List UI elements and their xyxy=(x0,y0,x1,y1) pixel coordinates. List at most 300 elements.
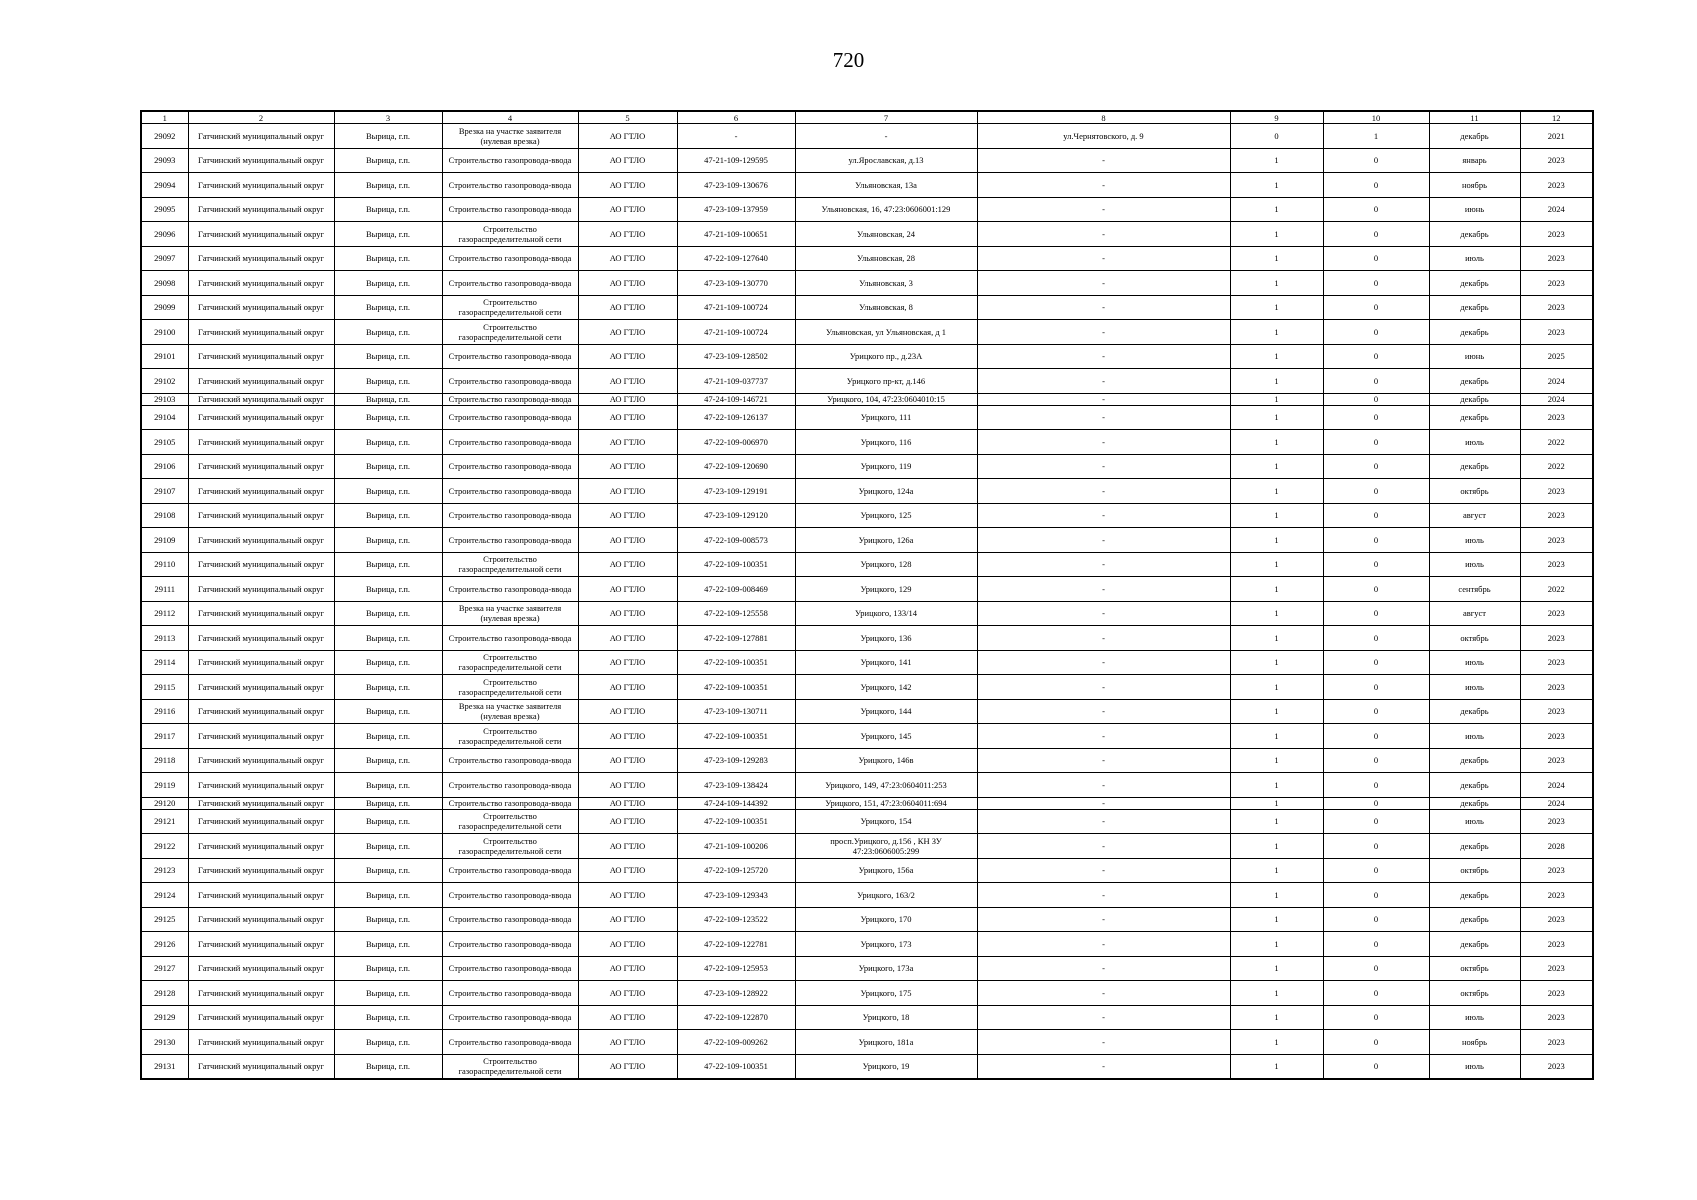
table-cell: - xyxy=(977,883,1230,908)
table-cell: - xyxy=(977,320,1230,345)
table-cell: Строительство газопровода-ввода xyxy=(442,454,578,479)
table-cell: - xyxy=(977,601,1230,626)
table-cell: Ульяновская, 13а xyxy=(795,173,977,198)
table-cell: АО ГТЛО xyxy=(578,552,677,577)
table-cell: 47-22-109-125953 xyxy=(677,956,795,981)
table-cell: Ульяновская, 28 xyxy=(795,246,977,271)
table-cell: 2022 xyxy=(1520,430,1593,455)
table-cell: 47-22-109-009262 xyxy=(677,1030,795,1055)
table-cell: 2023 xyxy=(1520,320,1593,345)
table-row xyxy=(141,222,1593,247)
table-cell: 1 xyxy=(1230,552,1323,577)
table-cell: АО ГТЛО xyxy=(578,601,677,626)
table-cell: Урицкого, 141 xyxy=(795,650,977,675)
table-cell: АО ГТЛО xyxy=(578,809,677,834)
table-cell: Гатчинский муниципальный округ xyxy=(188,246,334,271)
table-cell: 29099 xyxy=(141,295,188,320)
table-cell: 47-23-109-138424 xyxy=(677,773,795,798)
table-cell: просп.Урицкого, д.156 , КН ЗУ 47:23:0606005:299 xyxy=(795,834,977,859)
table-cell: июль xyxy=(1429,552,1520,577)
table-row xyxy=(141,1005,1593,1030)
table-cell: 29128 xyxy=(141,981,188,1006)
table-row xyxy=(141,320,1593,345)
table-cell: Строительство газораспределительной сети xyxy=(442,834,578,859)
table-cell: 29118 xyxy=(141,748,188,773)
table-cell: 2025 xyxy=(1520,344,1593,369)
table-cell: - xyxy=(977,797,1230,809)
table-cell: АО ГТЛО xyxy=(578,797,677,809)
table-row xyxy=(141,295,1593,320)
table-cell: 0 xyxy=(1323,320,1429,345)
table-cell: Гатчинский муниципальный округ xyxy=(188,1030,334,1055)
table-cell: Вырица, г.п. xyxy=(334,344,442,369)
table-cell: 0 xyxy=(1323,454,1429,479)
table-row xyxy=(141,932,1593,957)
table-cell: Гатчинский муниципальный округ xyxy=(188,124,334,149)
table-cell: - xyxy=(977,626,1230,651)
table-cell: 0 xyxy=(1323,1005,1429,1030)
table-cell: Гатчинский муниципальный округ xyxy=(188,222,334,247)
table-cell: Гатчинский муниципальный округ xyxy=(188,577,334,602)
table-cell: 0 xyxy=(1323,675,1429,700)
table-cell: декабрь xyxy=(1429,773,1520,798)
table-cell: декабрь xyxy=(1429,124,1520,149)
table-cell: 1 xyxy=(1230,932,1323,957)
table-cell: 29107 xyxy=(141,479,188,504)
table-cell: Гатчинский муниципальный округ xyxy=(188,956,334,981)
table-cell: 1 xyxy=(1230,1030,1323,1055)
table-cell: 0 xyxy=(1323,295,1429,320)
table-cell: Вырица, г.п. xyxy=(334,626,442,651)
table-cell: Гатчинский муниципальный округ xyxy=(188,626,334,651)
table-row xyxy=(141,601,1593,626)
table-cell: 29104 xyxy=(141,405,188,430)
table-cell: Строительство газопровода-ввода xyxy=(442,528,578,553)
table-cell: ноябрь xyxy=(1429,1030,1520,1055)
table-cell: декабрь xyxy=(1429,295,1520,320)
table-cell: 47-23-109-130770 xyxy=(677,271,795,296)
table-cell: - xyxy=(977,197,1230,222)
table-cell: 0 xyxy=(1323,809,1429,834)
table-cell: Строительство газопровода-ввода xyxy=(442,503,578,528)
table-cell: Урицкого, 149, 47:23:0604011:253 xyxy=(795,773,977,798)
table-cell: 0 xyxy=(1230,124,1323,149)
table-cell: Ульяновская, 3 xyxy=(795,271,977,296)
table-cell: октябрь xyxy=(1429,626,1520,651)
table-cell: 2024 xyxy=(1520,393,1593,405)
table-cell: октябрь xyxy=(1429,858,1520,883)
table-cell: 1 xyxy=(1230,246,1323,271)
table-cell: - xyxy=(977,246,1230,271)
table-cell: АО ГТЛО xyxy=(578,699,677,724)
table-cell: 47-23-109-129283 xyxy=(677,748,795,773)
table-cell: 1 xyxy=(1230,479,1323,504)
table-cell: 0 xyxy=(1323,601,1429,626)
table-cell: 1 xyxy=(1230,320,1323,345)
table-cell: 2023 xyxy=(1520,528,1593,553)
table-cell: - xyxy=(977,858,1230,883)
table-cell: 0 xyxy=(1323,773,1429,798)
table-cell: Гатчинский муниципальный округ xyxy=(188,907,334,932)
table-cell: Вырица, г.п. xyxy=(334,148,442,173)
table-cell: 0 xyxy=(1323,148,1429,173)
table-cell: Вырица, г.п. xyxy=(334,773,442,798)
table-cell: 29094 xyxy=(141,173,188,198)
table-cell: АО ГТЛО xyxy=(578,626,677,651)
table-cell: Урицкого, 154 xyxy=(795,809,977,834)
table-cell: 47-24-109-144392 xyxy=(677,797,795,809)
table-row xyxy=(141,858,1593,883)
table-cell: 1 xyxy=(1230,577,1323,602)
table-cell: 29125 xyxy=(141,907,188,932)
table-cell: 0 xyxy=(1323,981,1429,1006)
table-cell: 29127 xyxy=(141,956,188,981)
table-cell: 47-21-109-129595 xyxy=(677,148,795,173)
table-cell: - xyxy=(977,503,1230,528)
table-cell: август xyxy=(1429,503,1520,528)
column-header: 5 xyxy=(578,111,677,124)
table-cell: АО ГТЛО xyxy=(578,1054,677,1079)
table-cell: 47-22-109-127640 xyxy=(677,246,795,271)
table-row xyxy=(141,883,1593,908)
table-cell: 2024 xyxy=(1520,197,1593,222)
table-cell: Урицкого, 104, 47:23:0604010:15 xyxy=(795,393,977,405)
table-cell: 1 xyxy=(1230,601,1323,626)
table-cell: 47-23-109-130676 xyxy=(677,173,795,198)
table-cell: 29105 xyxy=(141,430,188,455)
table-cell: - xyxy=(977,454,1230,479)
table-cell: 2024 xyxy=(1520,369,1593,394)
table-cell: 1 xyxy=(1230,883,1323,908)
table-cell: Урицкого, 163/2 xyxy=(795,883,977,908)
table-cell: декабрь xyxy=(1429,834,1520,859)
table-cell: Гатчинский муниципальный округ xyxy=(188,173,334,198)
table-cell: АО ГТЛО xyxy=(578,724,677,749)
table-row xyxy=(141,907,1593,932)
table-cell: - xyxy=(977,528,1230,553)
table-cell: АО ГТЛО xyxy=(578,344,677,369)
table-cell: 0 xyxy=(1323,626,1429,651)
table-cell: 2023 xyxy=(1520,956,1593,981)
table-cell: Вырица, г.п. xyxy=(334,650,442,675)
table-cell: 29112 xyxy=(141,601,188,626)
table-cell: - xyxy=(977,932,1230,957)
table-cell: декабрь xyxy=(1429,405,1520,430)
table-cell: 29092 xyxy=(141,124,188,149)
table-cell: - xyxy=(977,479,1230,504)
table-cell: - xyxy=(795,124,977,149)
table-cell: АО ГТЛО xyxy=(578,246,677,271)
table-cell: 29102 xyxy=(141,369,188,394)
table-cell: 47-23-109-137959 xyxy=(677,197,795,222)
table-cell: 29110 xyxy=(141,552,188,577)
table-cell: АО ГТЛО xyxy=(578,197,677,222)
table-cell: 1 xyxy=(1230,907,1323,932)
table-cell: АО ГТЛО xyxy=(578,907,677,932)
table-cell: 0 xyxy=(1323,271,1429,296)
table-cell: 0 xyxy=(1323,956,1429,981)
table-cell: АО ГТЛО xyxy=(578,393,677,405)
table-cell: 2023 xyxy=(1520,503,1593,528)
table-cell: - xyxy=(977,834,1230,859)
table-cell: Урицкого, 145 xyxy=(795,724,977,749)
table-cell: Вырица, г.п. xyxy=(334,320,442,345)
table-cell: 0 xyxy=(1323,430,1429,455)
table-cell: Урицкого, 156а xyxy=(795,858,977,883)
table-cell: 0 xyxy=(1323,907,1429,932)
table-cell: Гатчинский муниципальный округ xyxy=(188,197,334,222)
table-cell: АО ГТЛО xyxy=(578,503,677,528)
table-cell: Вырица, г.п. xyxy=(334,552,442,577)
table-cell: 2022 xyxy=(1520,577,1593,602)
table-cell: июнь xyxy=(1429,344,1520,369)
table-cell: - xyxy=(977,907,1230,932)
table-cell: Вырица, г.п. xyxy=(334,528,442,553)
table-cell: Урицкого пр., д.23А xyxy=(795,344,977,369)
table-cell: АО ГТЛО xyxy=(578,956,677,981)
table-cell: 29095 xyxy=(141,197,188,222)
table-cell: сентябрь xyxy=(1429,577,1520,602)
table-cell: Гатчинский муниципальный округ xyxy=(188,834,334,859)
table-cell: Врезка на участке заявителя (нулевая врезка) xyxy=(442,601,578,626)
table-cell: Вырица, г.п. xyxy=(334,503,442,528)
table-cell: 2023 xyxy=(1520,907,1593,932)
table-cell: 0 xyxy=(1323,369,1429,394)
table-cell: Урицкого, 142 xyxy=(795,675,977,700)
table-cell: 1 xyxy=(1230,1005,1323,1030)
table-cell: 47-22-109-120690 xyxy=(677,454,795,479)
table-cell: 29122 xyxy=(141,834,188,859)
table-cell: 2023 xyxy=(1520,932,1593,957)
table-cell: Вырица, г.п. xyxy=(334,1005,442,1030)
table-cell: Гатчинский муниципальный округ xyxy=(188,797,334,809)
table-cell: 29108 xyxy=(141,503,188,528)
table-cell: - xyxy=(977,405,1230,430)
table-cell: 2023 xyxy=(1520,809,1593,834)
table-cell: 2023 xyxy=(1520,1005,1593,1030)
table-cell: 0 xyxy=(1323,834,1429,859)
table-cell: декабрь xyxy=(1429,797,1520,809)
table-cell: 47-22-109-126137 xyxy=(677,405,795,430)
table-cell: Вырица, г.п. xyxy=(334,246,442,271)
table-cell: 1 xyxy=(1230,393,1323,405)
table-cell: Гатчинский муниципальный округ xyxy=(188,148,334,173)
table-row xyxy=(141,699,1593,724)
table-cell: 0 xyxy=(1323,797,1429,809)
table-cell: Гатчинский муниципальный округ xyxy=(188,883,334,908)
table-cell: июль xyxy=(1429,1054,1520,1079)
table-cell: Ульяновская, 24 xyxy=(795,222,977,247)
table-cell: 0 xyxy=(1323,1054,1429,1079)
table-cell: 0 xyxy=(1323,699,1429,724)
table-cell: АО ГТЛО xyxy=(578,748,677,773)
table-cell: 47-22-109-006970 xyxy=(677,430,795,455)
table-cell: - xyxy=(977,344,1230,369)
table-cell: Строительство газораспределительной сети xyxy=(442,675,578,700)
table-cell: 47-21-109-037737 xyxy=(677,369,795,394)
table-cell: декабрь xyxy=(1429,907,1520,932)
table-cell: 29100 xyxy=(141,320,188,345)
table-cell: Урицкого пр-кт, д.146 xyxy=(795,369,977,394)
table-cell: 47-22-109-100351 xyxy=(677,724,795,749)
table-cell: 47-22-109-123522 xyxy=(677,907,795,932)
table-cell: АО ГТЛО xyxy=(578,320,677,345)
table-cell: 0 xyxy=(1323,883,1429,908)
table-cell: 47-22-109-127881 xyxy=(677,626,795,651)
table-cell: 1 xyxy=(1230,858,1323,883)
table-cell: 1 xyxy=(1323,124,1429,149)
table-cell: Строительство газопровода-ввода xyxy=(442,956,578,981)
table-cell: 2023 xyxy=(1520,148,1593,173)
table-cell: 2023 xyxy=(1520,724,1593,749)
table-cell: Вырица, г.п. xyxy=(334,454,442,479)
table-cell: август xyxy=(1429,601,1520,626)
table-cell: декабрь xyxy=(1429,393,1520,405)
table-cell: Гатчинский муниципальный округ xyxy=(188,369,334,394)
table-cell: июль xyxy=(1429,430,1520,455)
table-cell: АО ГТЛО xyxy=(578,454,677,479)
table-cell: Строительство газораспределительной сети xyxy=(442,295,578,320)
table-cell: Вырица, г.п. xyxy=(334,956,442,981)
table-cell: 0 xyxy=(1323,173,1429,198)
table-cell: Урицкого, 111 xyxy=(795,405,977,430)
table-cell: - xyxy=(977,393,1230,405)
table-header-row xyxy=(141,111,1593,124)
table-cell: Строительство газопровода-ввода xyxy=(442,479,578,504)
table-cell: Строительство газораспределительной сети xyxy=(442,724,578,749)
column-header: 9 xyxy=(1230,111,1323,124)
table-cell: ноябрь xyxy=(1429,173,1520,198)
column-header: 7 xyxy=(795,111,977,124)
table-cell: июль xyxy=(1429,528,1520,553)
column-header: 2 xyxy=(188,111,334,124)
table-cell: декабрь xyxy=(1429,883,1520,908)
table-cell: Гатчинский муниципальный округ xyxy=(188,430,334,455)
table-row xyxy=(141,1030,1593,1055)
table-cell: 1 xyxy=(1230,405,1323,430)
table-cell: Вырица, г.п. xyxy=(334,601,442,626)
table-cell: 1 xyxy=(1230,724,1323,749)
table-cell: 29106 xyxy=(141,454,188,479)
table-cell: Врезка на участке заявителя (нулевая врезка) xyxy=(442,124,578,149)
table-cell: Строительство газопровода-ввода xyxy=(442,393,578,405)
table-row xyxy=(141,650,1593,675)
table-cell: 0 xyxy=(1323,577,1429,602)
table-cell: АО ГТЛО xyxy=(578,173,677,198)
column-header: 10 xyxy=(1323,111,1429,124)
table-cell: АО ГТЛО xyxy=(578,528,677,553)
table-cell: Строительство газопровода-ввода xyxy=(442,173,578,198)
table-cell: 0 xyxy=(1323,650,1429,675)
table-cell: АО ГТЛО xyxy=(578,858,677,883)
table-row xyxy=(141,503,1593,528)
table-cell: Урицкого, 173 xyxy=(795,932,977,957)
table-cell: Вырица, г.п. xyxy=(334,222,442,247)
table-cell: Гатчинский муниципальный округ xyxy=(188,393,334,405)
table-cell: - xyxy=(977,271,1230,296)
table-cell: Строительство газораспределительной сети xyxy=(442,650,578,675)
table-cell: АО ГТЛО xyxy=(578,479,677,504)
table-cell: Урицкого, 133/14 xyxy=(795,601,977,626)
table-cell: Гатчинский муниципальный округ xyxy=(188,271,334,296)
table-cell: 47-21-109-100724 xyxy=(677,320,795,345)
table-cell: АО ГТЛО xyxy=(578,430,677,455)
table-cell: Урицкого, 181а xyxy=(795,1030,977,1055)
table-cell: Вырица, г.п. xyxy=(334,699,442,724)
table-cell: Урицкого, 173а xyxy=(795,956,977,981)
table-row xyxy=(141,834,1593,859)
table-cell: 2023 xyxy=(1520,295,1593,320)
table-cell: 1 xyxy=(1230,173,1323,198)
table-cell: Строительство газопровода-ввода xyxy=(442,246,578,271)
table-cell: 29101 xyxy=(141,344,188,369)
table-cell: Строительство газораспределительной сети xyxy=(442,1054,578,1079)
table-cell: 2023 xyxy=(1520,858,1593,883)
table-cell: 47-23-109-128502 xyxy=(677,344,795,369)
table-row xyxy=(141,956,1593,981)
table-row xyxy=(141,479,1593,504)
table-cell: 1 xyxy=(1230,295,1323,320)
table-cell: 47-22-109-100351 xyxy=(677,675,795,700)
table-cell: 2023 xyxy=(1520,222,1593,247)
table-cell: АО ГТЛО xyxy=(578,369,677,394)
table-cell: 1 xyxy=(1230,528,1323,553)
table-cell: АО ГТЛО xyxy=(578,1030,677,1055)
table-cell: 2023 xyxy=(1520,1054,1593,1079)
table-cell: декабрь xyxy=(1429,369,1520,394)
table-cell: - xyxy=(977,295,1230,320)
table-cell: декабрь xyxy=(1429,699,1520,724)
table-cell: 29109 xyxy=(141,528,188,553)
table-cell: Вырица, г.п. xyxy=(334,393,442,405)
table-cell: Строительство газопровода-ввода xyxy=(442,344,578,369)
table-row xyxy=(141,369,1593,394)
table-cell: октябрь xyxy=(1429,956,1520,981)
table-cell: 1 xyxy=(1230,222,1323,247)
table-cell: Строительство газопровода-ввода xyxy=(442,577,578,602)
table-cell: 29123 xyxy=(141,858,188,883)
table-cell: Строительство газопровода-ввода xyxy=(442,932,578,957)
table-row xyxy=(141,454,1593,479)
table-cell: Урицкого, 119 xyxy=(795,454,977,479)
table-cell: Гатчинский муниципальный округ xyxy=(188,773,334,798)
table-cell: Строительство газораспределительной сети xyxy=(442,222,578,247)
table-cell: Ульяновская, ул Ульяновская, д 1 xyxy=(795,320,977,345)
table-cell: 2028 xyxy=(1520,834,1593,859)
column-header: 4 xyxy=(442,111,578,124)
table-cell: АО ГТЛО xyxy=(578,981,677,1006)
table-cell: 1 xyxy=(1230,956,1323,981)
table-cell: июль xyxy=(1429,809,1520,834)
table-cell: - xyxy=(977,699,1230,724)
table-cell: АО ГТЛО xyxy=(578,405,677,430)
table-cell: - xyxy=(977,552,1230,577)
table-cell: Гатчинский муниципальный округ xyxy=(188,699,334,724)
table-cell: Строительство газопровода-ввода xyxy=(442,1030,578,1055)
table-cell: Строительство газораспределительной сети xyxy=(442,809,578,834)
table-cell: 2023 xyxy=(1520,405,1593,430)
table-cell: 47-22-109-008573 xyxy=(677,528,795,553)
table-cell: 2023 xyxy=(1520,699,1593,724)
table-cell: Гатчинский муниципальный округ xyxy=(188,454,334,479)
table-row xyxy=(141,528,1593,553)
table-cell: АО ГТЛО xyxy=(578,148,677,173)
table-cell: июль xyxy=(1429,650,1520,675)
table-cell: 29129 xyxy=(141,1005,188,1030)
table-cell: январь xyxy=(1429,148,1520,173)
table-cell: АО ГТЛО xyxy=(578,883,677,908)
table-cell: 1 xyxy=(1230,344,1323,369)
